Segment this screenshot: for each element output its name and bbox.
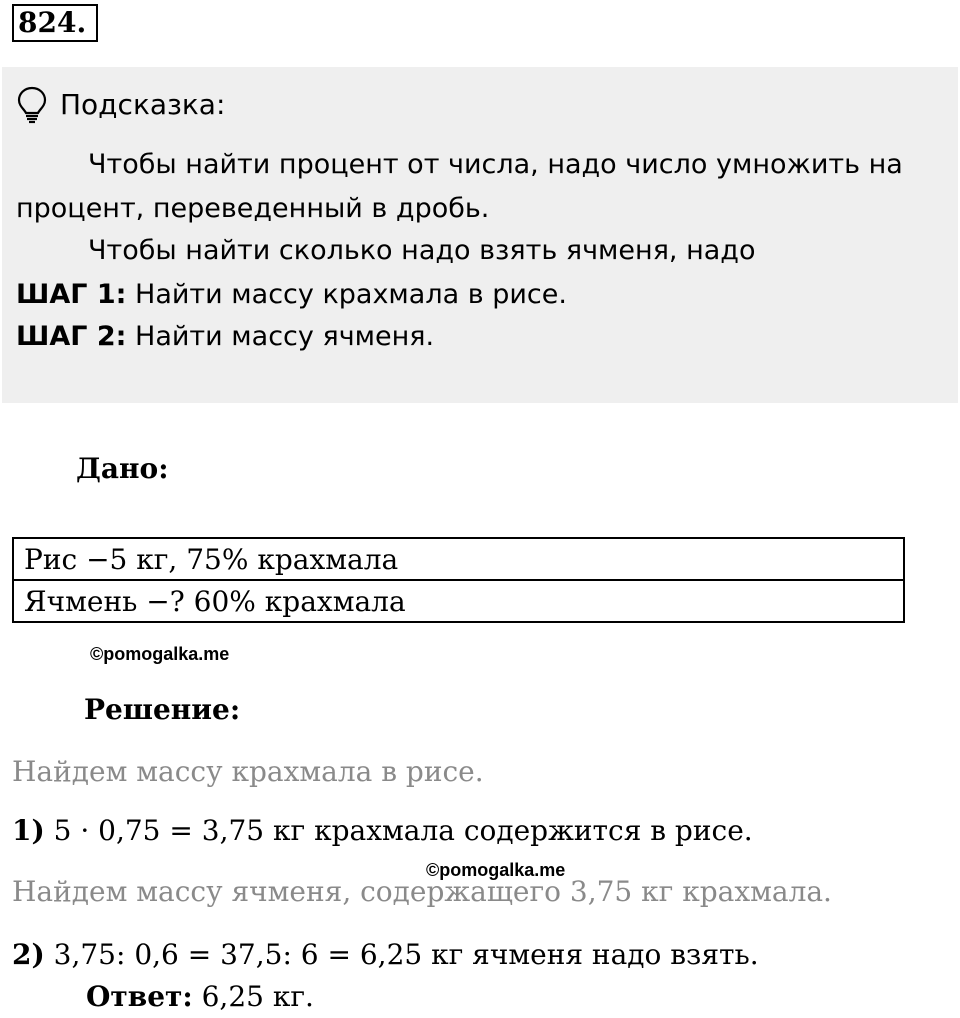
step-text: 5 · 0,75 = 3,75 кг крахмала содержится в рисе. [44, 814, 753, 847]
answer [86, 980, 314, 1013]
table-row [13, 580, 904, 622]
hint-title: Подсказка: [60, 88, 226, 121]
hint-step-1 [16, 273, 567, 317]
watermark: ©pomogalka.me [90, 644, 230, 664]
table-cell: Ячмень −? 60% крахмала [13, 580, 904, 622]
step-text: Найти массу крахмала в рисе. [126, 279, 567, 310]
step-number: 1) [12, 814, 45, 847]
step-text: 3,75: 0,6 = 37,5: 6 = 6,25 кг ячменя надо взять. [44, 938, 759, 971]
table-cell: Рис −5 кг, 75% крахмала [13, 538, 904, 580]
problem-number: 824. [12, 4, 98, 42]
hint-header [16, 83, 225, 127]
step-label: ШАГ 2: [16, 321, 127, 352]
solution-title: Решение: [84, 693, 241, 726]
solution-note: Найдем массу ячменя, содержащего 3,75 кг крахмала. [12, 875, 832, 908]
answer-value: 6,25 кг. [192, 980, 314, 1013]
hint-box [2, 67, 958, 403]
lightbulb-icon [16, 86, 48, 124]
solution-step-1 [12, 814, 753, 847]
step-text: Найти массу ячменя. [126, 321, 435, 352]
step-number: 2) [12, 938, 45, 971]
solution-note: Найдем массу крахмала в рисе. [12, 755, 484, 788]
solution-step-2 [12, 938, 759, 971]
hint-text-line: процент, переведенный в дробь. [16, 193, 490, 224]
hint-step-2 [16, 315, 434, 359]
answer-label: Ответ: [86, 980, 193, 1013]
table-row [13, 538, 904, 580]
hint-text-line: Чтобы найти процент от числа, надо число умножить на [88, 149, 903, 180]
given-table [12, 537, 905, 623]
given-title: Дано: [76, 452, 169, 485]
watermark: ©pomogalka.me [426, 860, 566, 880]
step-label: ШАГ 1: [16, 279, 127, 310]
hint-text-line: Чтобы найти сколько надо взять ячменя, надо [88, 235, 756, 266]
